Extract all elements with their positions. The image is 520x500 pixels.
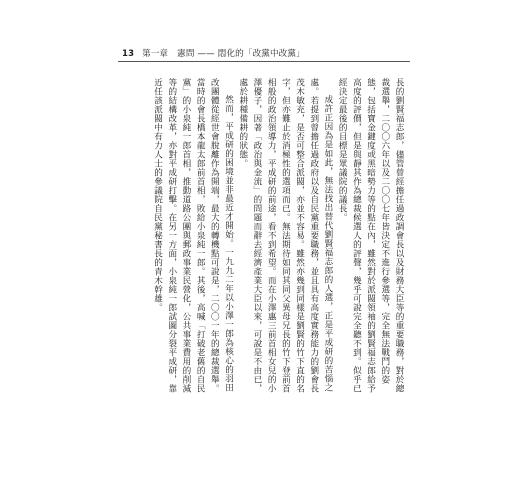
running-header	[122, 47, 305, 59]
section-label: 憲問	[177, 49, 195, 59]
paragraph: 長的劉賢福志郎，儘管曾經擔任過政調會長以及財務大臣等的重要職務，對於總裁選舉，二〇〇六年以及二〇〇七年皆決定不進行參選等，完全無法戰鬥的姿態，包括寶金鍵度或黑暗勢力等的點在內，雖然對於派閥領袖的劉賢福志郎給予高度的評價，但是與靜其作為總裁候選人的評聲，幾乎可說完全聽不到。似乎已經決定最後的目標是眾議院的議長。	[337, 78, 404, 393]
paragraph: 成許正因為是如此，無法找出替代劉賢福志郎的人選，正是平成研的苦惱之處。若提到曾擔任過政府以及自民黨重要職務，並且具有高度實務能力的劉會長茂木敏充，是否可整合派閥，亦並不容易。雖然亦幾到同樣是劉賢的竹下直的名字，但亦難止於消極性的選項而已。無法期待如同其同父異母兄長的竹下登前首相般的政治領導力，平成研的前途，看不到希望。而在小澤惠三前首相女兒的小澤優子，因著「政治與金流」的問題而辭去經濟產業大臣以來，可說是不由已，處於耕種備耕的狀態。	[237, 78, 333, 393]
paragraph: 然而，平成研的困境並非最近才開始。一九九二年以小澤一郎為核心的羽田改團體從經世會脫離作為開端，最大的轉機點可說是，二〇〇一年的總裁選舉。當時的會長橋本龍太郎前首相，敗給小泉純一郎。其後，高喊「打破老舊的自民黨」的小泉純一郎首相，推動道路公團與郵政事業民營化，公共事業費用的削減等的結構改革，亦對平成研打擊。在另一方面，小泉純一郎試圖分裂平成研，靠近任該派閥中有力人士的參議院自民黨秘書長的青木幹雄。	[152, 78, 234, 393]
chapter-label: 第一章	[142, 49, 169, 59]
page-number: 13	[122, 49, 135, 59]
header-separator: ——	[197, 49, 215, 59]
section-title: 悶化的「改黨中改黨」	[217, 49, 305, 59]
body-text	[120, 78, 406, 398]
header-rule	[118, 61, 410, 62]
